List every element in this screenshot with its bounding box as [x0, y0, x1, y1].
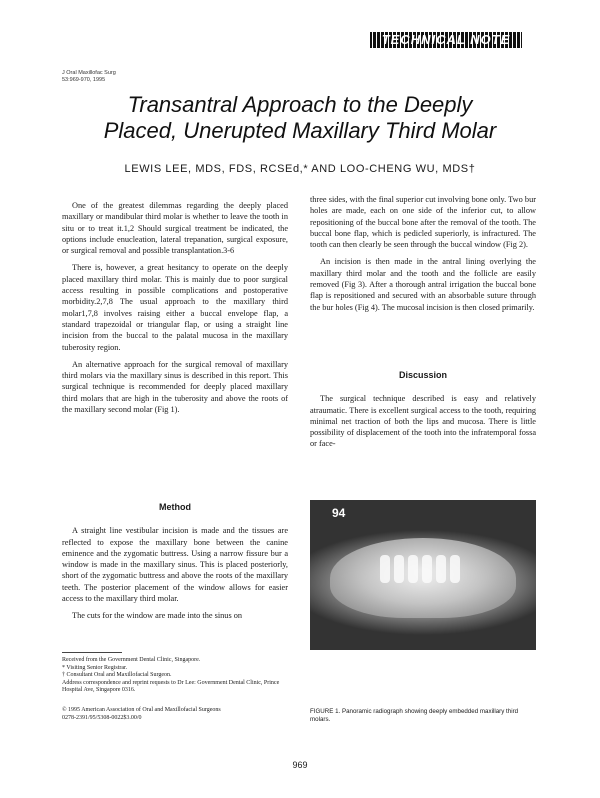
footnotes [62, 657, 292, 695]
method-paragraph-2: The cuts for the window are made into the sinus on [72, 611, 243, 621]
method-continued-paragraph-2: An incision is then made in the antral lining overlying the maxillary third molar and the tooth and the follicle are easily removed (Fig 3). After a thorough antral irrigation the buccal bone flap is repositioned and secured with an absorbable suture through the bur holes (Fig 4). The mucosal incision is then closed primarily. [310, 257, 536, 312]
journal-citation [62, 70, 116, 84]
radiograph-tooth [408, 555, 418, 583]
method-heading: Method [159, 502, 191, 512]
copyright-line: © 1995 American Association of Oral and Maxillofacial Surgeons [62, 707, 221, 713]
discussion-paragraph-1: The surgical technique described is easy and relatively atraumatic. There is excellent surgical access to the tooth, requiring minimal net traction of both the lips and mucosa. There is little possibility of displacement of the tooth into the infratemporal fossa or face- [310, 394, 536, 449]
intro-column [62, 200, 288, 421]
footnote-received: Received from the Government Dental Clinic, Singapore. [62, 657, 201, 663]
author-line: LEWIS LEE, MDS, FDS, RCSEd,* AND LOO-CHENG WU, MDS† [124, 163, 476, 175]
method-continued-paragraph-1: three sides, with the final superior cut involving bone only. Two bur holes are made, each on one side of the inferior cut, to allow repositioning of the buccal bone after the removal of the tooth. The buccal bone flap, which is pedicled superiorly, is infractured. The tooth can then clearly be seen through the buccal window (Fig 2). [310, 195, 536, 250]
footnote-author-2: † Consultant Oral and Maxillofacial Surgeon. [62, 672, 172, 678]
radiograph-label: 94 [332, 506, 346, 520]
issn-line: 0278-2391/95/5308-0022$3.00/0 [62, 715, 142, 721]
intro-paragraph-2: There is, however, a great hesitancy to operate on the deeply placed maxillary third molar. This is mainly due to poor surgical access resulting in possible complications and postoperative morbidity.2,7,8 The usual approach to the maxillary third molar1,7,8 involves raising either a buccal envelope flap, a standard trapezoidal or triangular flap, or using a straight line incision from the buccal to the palatal mucosa in the maxillary tuberosity region. [62, 263, 288, 352]
figure-caption: FIGURE 1. Panoramic radiograph showing deeply embedded maxillary third molars. [310, 708, 519, 723]
footnote-author-1: * Visiting Senior Registrar. [62, 664, 128, 671]
footnote-correspondence: Address correspondence and reprint requests to Dr Lee: Government Dental Clinic, Prince Hospital Ave, Singapore 0316. [62, 679, 280, 693]
title-line-2: Placed, Unerupted Maxillary Third Molar [103, 118, 497, 143]
method-section [62, 502, 288, 628]
radiograph-tooth [450, 555, 460, 583]
radiograph-tooth [436, 555, 446, 583]
method-paragraph-1: A straight line vestibular incision is made and the tissues are reflected to expose the maxillary bone between the canine eminence and the zygomatic buttress. Using a narrow fissure bur a window is made in the maxillary sinus. This is placed posteriorly, short of the zygomatic buttress and above the roots of the maxillary teeth. The posterior placement of the window allows for easier access to the maxillary third molar. [62, 526, 288, 604]
intro-paragraph-3: An alternative approach for the surgical removal of maxillary third molars via the maxillary sinus is described in this report. This surgical technique is recommended for deeply placed maxillary third molars that are high in the tuberosity and above the roots of the maxillary second molar (Fig 1). [62, 359, 288, 415]
technical-note-banner: TECHNICAL NOTE [370, 32, 522, 48]
footnote-rule [62, 652, 122, 653]
right-column [310, 194, 536, 319]
radiograph-tooth [380, 555, 390, 583]
discussion-section [310, 370, 536, 456]
title-line-1: Transantral Approach to the Deeply [127, 92, 473, 117]
article-title [70, 92, 530, 144]
radiograph-tooth [422, 555, 432, 583]
copyright-block [62, 706, 292, 722]
discussion-heading: Discussion [398, 370, 447, 380]
page-number: 969 [292, 760, 308, 770]
panoramic-radiograph-image [310, 500, 536, 650]
journal-volume: 53:969-970, 1995 [62, 77, 106, 83]
intro-paragraph-1: One of the greatest dilemmas regarding the deeply placed maxillary or mandibular third molar is whether to leave the tooth in situ or to treat it.1,2 Should surgical treatment be indicated, the options include enucleation, lateral trepanation, surgical exposure, or surgical removal and possible transplantation.3-6 [62, 201, 288, 256]
radiograph-tooth [394, 555, 404, 583]
journal-name: J Oral Maxillofac Surg [62, 70, 116, 76]
